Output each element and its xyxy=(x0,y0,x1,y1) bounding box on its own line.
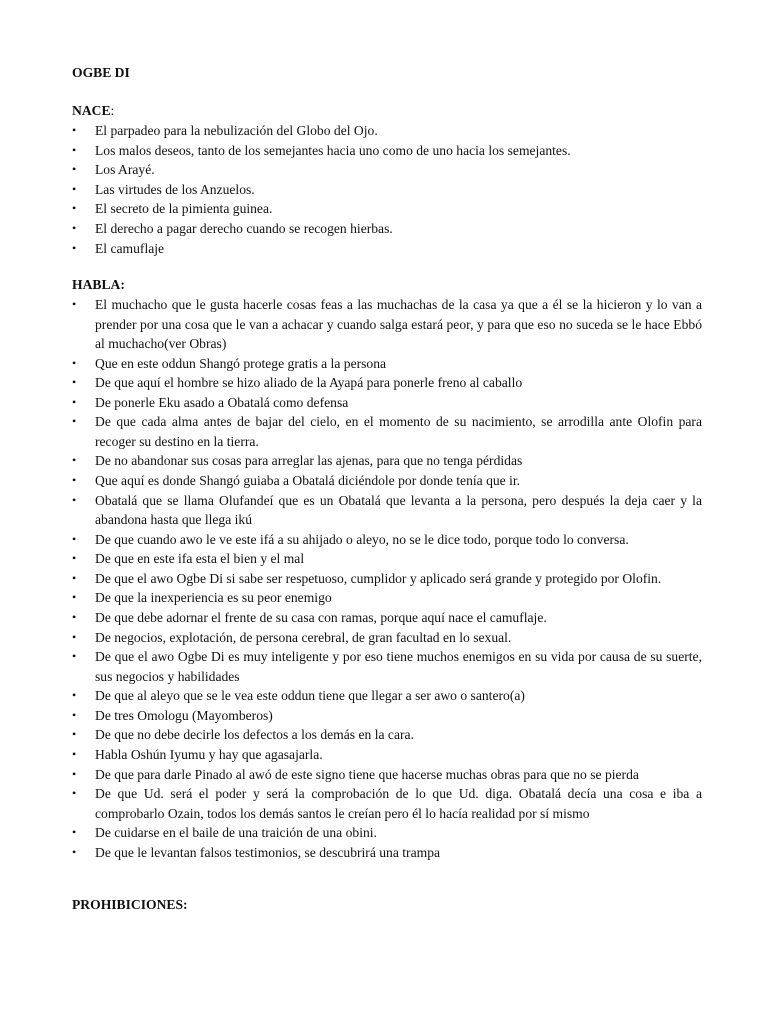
bullet-icon: • xyxy=(72,375,77,390)
list-item xyxy=(72,354,702,374)
bullet-icon: • xyxy=(72,162,77,177)
list-item xyxy=(72,121,702,141)
list-item-text: Que aquí es donde Shangó guiaba a Obatalá diciéndole por donde tenía que ir. xyxy=(95,473,521,489)
spacer xyxy=(72,862,702,895)
list-item xyxy=(72,180,702,200)
list-item xyxy=(72,569,702,589)
list-item xyxy=(72,686,702,706)
list-item xyxy=(72,295,702,354)
list-item xyxy=(72,471,702,491)
nace-list xyxy=(72,121,702,258)
list-item xyxy=(72,491,702,530)
bullet-icon: • xyxy=(72,688,77,703)
list-item-text: De que al aleyo que se le vea este oddun tiene que llegar a ser awo o santero(a) xyxy=(95,688,525,704)
list-item xyxy=(72,588,702,608)
list-item xyxy=(72,784,702,823)
list-item-text: De que en este ifa esta el bien y el mal xyxy=(95,551,305,567)
document-page xyxy=(72,63,702,915)
bullet-icon: • xyxy=(72,394,77,409)
list-item xyxy=(72,530,702,550)
bullet-icon: • xyxy=(72,649,77,664)
bullet-icon: • xyxy=(72,590,77,605)
document-title: OGBE DI xyxy=(72,65,130,80)
list-item xyxy=(72,141,702,161)
list-item xyxy=(72,393,702,413)
list-item-text: De que el awo Ogbe Di si sabe ser respetuoso, cumplidor y aplicado será grande y protegido por Olofin. xyxy=(95,570,662,586)
list-item-text: De que Ud. será el poder y será la comprobación de lo que Ud. diga. Obatalá decía una cosa e iba a comprobarlo Ozain, todos los demás santos le creían pero él lo hacía realidad por sí mismo xyxy=(95,786,702,821)
list-item-text: De negocios, explotación, de persona cerebral, de gran facultad en lo sexual. xyxy=(95,629,512,645)
list-item xyxy=(72,647,702,686)
spacer xyxy=(72,83,702,101)
list-item-text: Las virtudes de los Anzuelos. xyxy=(95,181,255,197)
bullet-icon: • xyxy=(72,123,77,137)
bullet-icon: • xyxy=(72,766,77,781)
bullet-icon: • xyxy=(72,473,77,488)
bullet-icon: • xyxy=(72,297,77,312)
list-item xyxy=(72,373,702,393)
prohibiciones-heading: PROHIBICIONES: xyxy=(72,897,188,913)
nace-heading-colon: : xyxy=(110,103,115,118)
habla-heading: HABLA: xyxy=(72,277,125,293)
bullet-icon: • xyxy=(72,414,77,429)
list-item-text: El secreto de la pimienta guinea. xyxy=(95,201,273,217)
nace-heading-line xyxy=(72,101,702,121)
spacer xyxy=(72,258,702,275)
list-item-text: El camuflaje xyxy=(95,240,165,256)
list-item xyxy=(72,549,702,569)
bullet-icon: • xyxy=(72,355,77,370)
bullet-icon: • xyxy=(72,727,77,742)
list-item-text: De ponerle Eku asado a Obatalá como defensa xyxy=(95,394,349,410)
list-item-text: Obatalá que se llama Olufandeí que es un Obatalá que levanta a la persona, pero después la deja caer y la abandona hasta que llega ikú xyxy=(95,492,702,528)
list-item-text: De que no debe decirle los defectos a los demás en la cara. xyxy=(95,727,414,743)
list-item xyxy=(72,725,702,745)
list-item-text: Los Arayé. xyxy=(95,162,155,178)
bullet-icon: • xyxy=(72,181,77,196)
list-item-text: Que en este oddun Shangó protege gratis a la persona xyxy=(95,355,387,371)
list-item-text: El muchacho que le gusta hacerle cosas feas a las muchachas de la casa ya que a él se la hicieron y lo van a prender por una cosa que le van a achacar y cuando salga estará peor, y para que eso no suceda se le hace Ebbó al muchacho(ver Obras) xyxy=(95,297,702,352)
list-item xyxy=(72,823,702,843)
bullet-icon: • xyxy=(72,746,77,761)
list-item xyxy=(72,608,702,628)
bullet-icon: • xyxy=(72,551,77,566)
bullet-icon: • xyxy=(72,570,77,585)
list-item-text: De que aquí el hombre se hizo aliado de la Ayapá para ponerle freno al caballo xyxy=(95,375,523,391)
list-item-text: De que debe adornar el frente de su casa con ramas, porque aquí nace el camuflaje. xyxy=(95,610,547,625)
list-item-text: De que le levantan falsos testimonios, se descubrirá una trampa xyxy=(95,844,441,860)
bullet-icon: • xyxy=(72,531,77,546)
list-item-text: De tres Omologu (Mayomberos) xyxy=(95,707,273,723)
list-item xyxy=(72,412,702,451)
list-item-text: De que cuando awo le ve este ifá a su ahijado o aleyo, no se le dice todo, porque todo lo conversa. xyxy=(95,531,629,547)
bullet-icon: • xyxy=(72,201,77,216)
bullet-icon: • xyxy=(72,629,77,644)
bullet-icon: • xyxy=(72,220,77,235)
list-item-text: El parpadeo para la nebulización del Globo del Ojo. xyxy=(95,123,378,138)
list-item-text: De cuidarse en el baile de una traición de una obini. xyxy=(95,825,377,841)
list-item-text: De que cada alma antes de bajar del cielo, en el momento de su nacimiento, se arrodilla ante Olofin para recoger su destino en la tierra. xyxy=(95,414,702,449)
bullet-icon: • xyxy=(72,786,77,801)
list-item xyxy=(72,160,702,180)
list-item-text: De no abandonar sus cosas para arreglar las ajenas, para que no tenga pérdidas xyxy=(95,453,523,469)
bullet-icon: • xyxy=(72,610,77,624)
bullet-icon: • xyxy=(72,492,77,507)
list-item-text: De que el awo Ogbe Di es muy inteligente y por eso tiene muchos enemigos en su vida por causa de su suerte, sus negocios y habilidades xyxy=(95,649,702,684)
list-item xyxy=(72,628,702,648)
bullet-icon: • xyxy=(72,453,77,468)
list-item-text: De que para darle Pinado al awó de este signo tiene que hacerse muchas obras para que no se pierda xyxy=(95,766,639,782)
list-item-text: Habla Oshún Iyumu y hay que agasajarla. xyxy=(95,746,323,762)
list-item xyxy=(72,199,702,219)
list-item xyxy=(72,843,702,863)
bullet-icon: • xyxy=(72,142,77,157)
list-item xyxy=(72,239,702,259)
list-item xyxy=(72,745,702,765)
list-item xyxy=(72,765,702,785)
list-item-text: De que la inexperiencia es su peor enemigo xyxy=(95,590,332,606)
bullet-icon: • xyxy=(72,707,77,722)
list-item xyxy=(72,219,702,239)
bullet-icon: • xyxy=(72,240,77,255)
habla-list xyxy=(72,295,702,862)
bullet-icon: • xyxy=(72,844,77,859)
list-item-text: Los malos deseos, tanto de los semejantes hacia uno como de uno hacia los semejantes. xyxy=(95,142,571,158)
list-item-text: El derecho a pagar derecho cuando se recogen hierbas. xyxy=(95,220,393,236)
list-item xyxy=(72,706,702,726)
nace-heading: NACE xyxy=(72,103,111,118)
bullet-icon: • xyxy=(72,825,77,840)
list-item xyxy=(72,451,702,471)
